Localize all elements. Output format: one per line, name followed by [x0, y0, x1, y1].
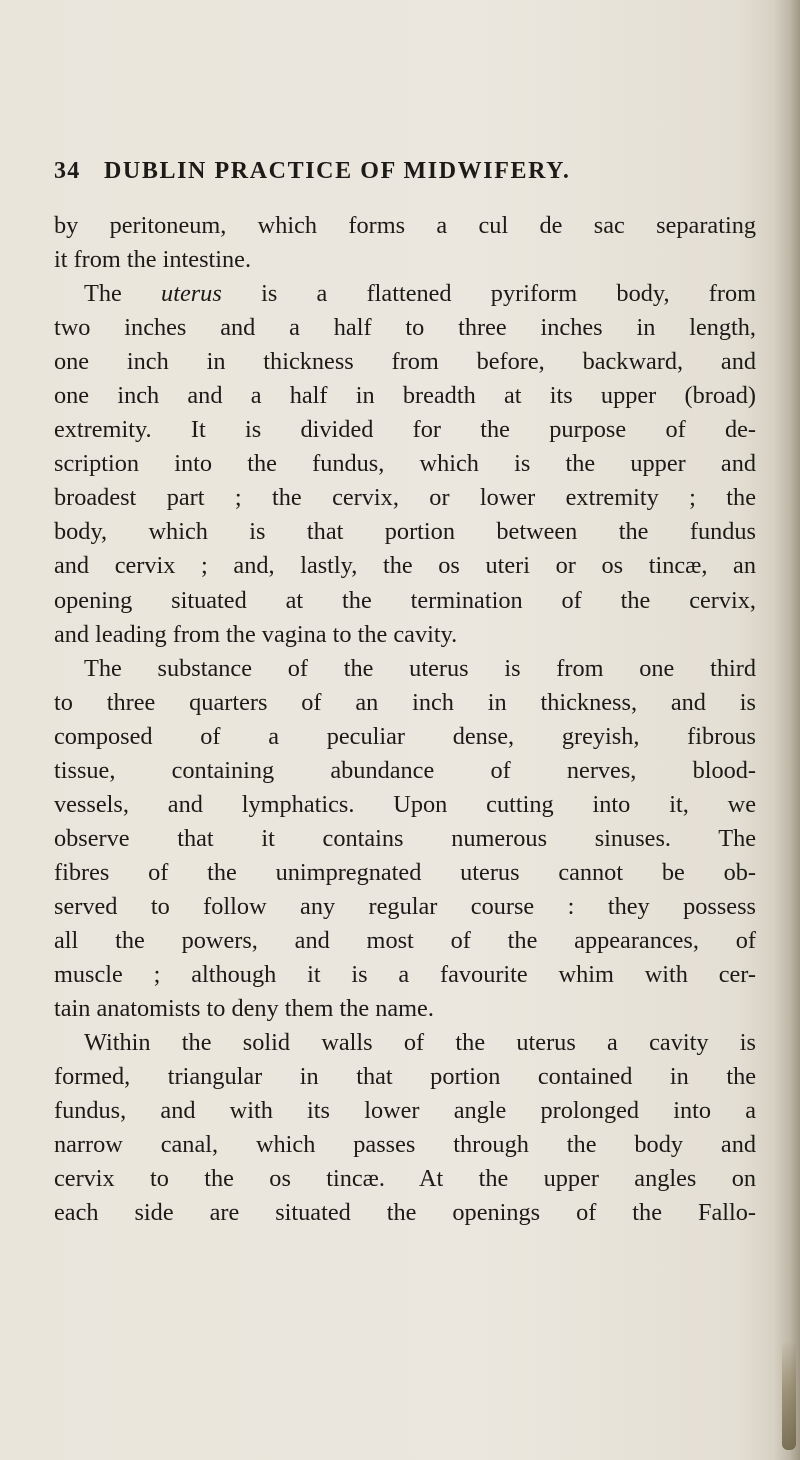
text-line-paragraph-start: The substance of the uterus is from one third [84, 654, 756, 682]
running-title: DUBLIN PRACTICE OF MIDWIFERY. [104, 158, 571, 184]
page-edge-shadow [774, 0, 800, 1460]
text-line: observe that it contains numerous sinuses. The [54, 824, 756, 852]
text-line: narrow canal, which passes through the body and [54, 1131, 756, 1159]
text-line-paragraph-start: Within the solid walls of the uterus a cavity is [84, 1029, 756, 1057]
text-line: tain anatomists to deny them the name. [54, 995, 434, 1023]
text-line: and cervix ; and, lastly, the os uteri or os tincæ, an [54, 552, 756, 580]
text-line: extremity. It is divided for the purpose of de- [54, 416, 756, 444]
text-line: muscle ; although it is a favourite whim with cer- [54, 961, 756, 989]
page-number: 34 [54, 158, 81, 184]
text-line: body, which is that portion between the fundus [54, 518, 756, 546]
text-line: one inch in thickness from before, backward, and [54, 348, 756, 376]
text-line: one inch and a half in breadth at its upper (broad) [54, 382, 756, 410]
text-line-paragraph-start [54, 277, 756, 311]
text-line: two inches and a half to three inches in length, [54, 314, 756, 342]
text-line: broadest part ; the cervix, or lower extremity ; the [54, 484, 756, 512]
body-text [54, 209, 756, 1230]
text-line: opening situated at the termination of the cervix, [54, 586, 756, 614]
page-edge-stain [782, 1340, 796, 1450]
text-line: cervix to the os tincæ. At the upper angles on [54, 1165, 756, 1193]
text-line-remainder: is a flattened pyriform body, from [261, 280, 757, 308]
text-line: composed of a peculiar dense, greyish, fibrous [54, 722, 756, 750]
page-header [54, 158, 734, 192]
text-line: and leading from the vagina to the cavity. [54, 620, 458, 648]
text-line: all the powers, and most of the appearances, of [54, 926, 756, 954]
text-line: each side are situated the openings of the Fallo- [54, 1199, 756, 1227]
text-line: served to follow any regular course : they possess [54, 892, 756, 920]
italic-term: uterus [161, 280, 222, 308]
text-line: fibres of the unimpregnated uterus cannot be ob- [54, 858, 756, 886]
text-line: it from the intestine. [54, 246, 252, 274]
text-line: by peritoneum, which forms a cul de sac separating [54, 212, 756, 239]
text-line: tissue, containing abundance of nerves, blood- [54, 756, 756, 784]
text-line: formed, triangular in that portion contained in the [54, 1063, 756, 1091]
text-line: vessels, and lymphatics. Upon cutting into it, we [54, 790, 756, 818]
paragraph-lead-word: The [84, 280, 122, 308]
text-line: fundus, and with its lower angle prolonged into a [54, 1097, 756, 1125]
text-line: scription into the fundus, which is the upper and [54, 450, 756, 478]
text-line: to three quarters of an inch in thickness, and is [54, 688, 756, 716]
